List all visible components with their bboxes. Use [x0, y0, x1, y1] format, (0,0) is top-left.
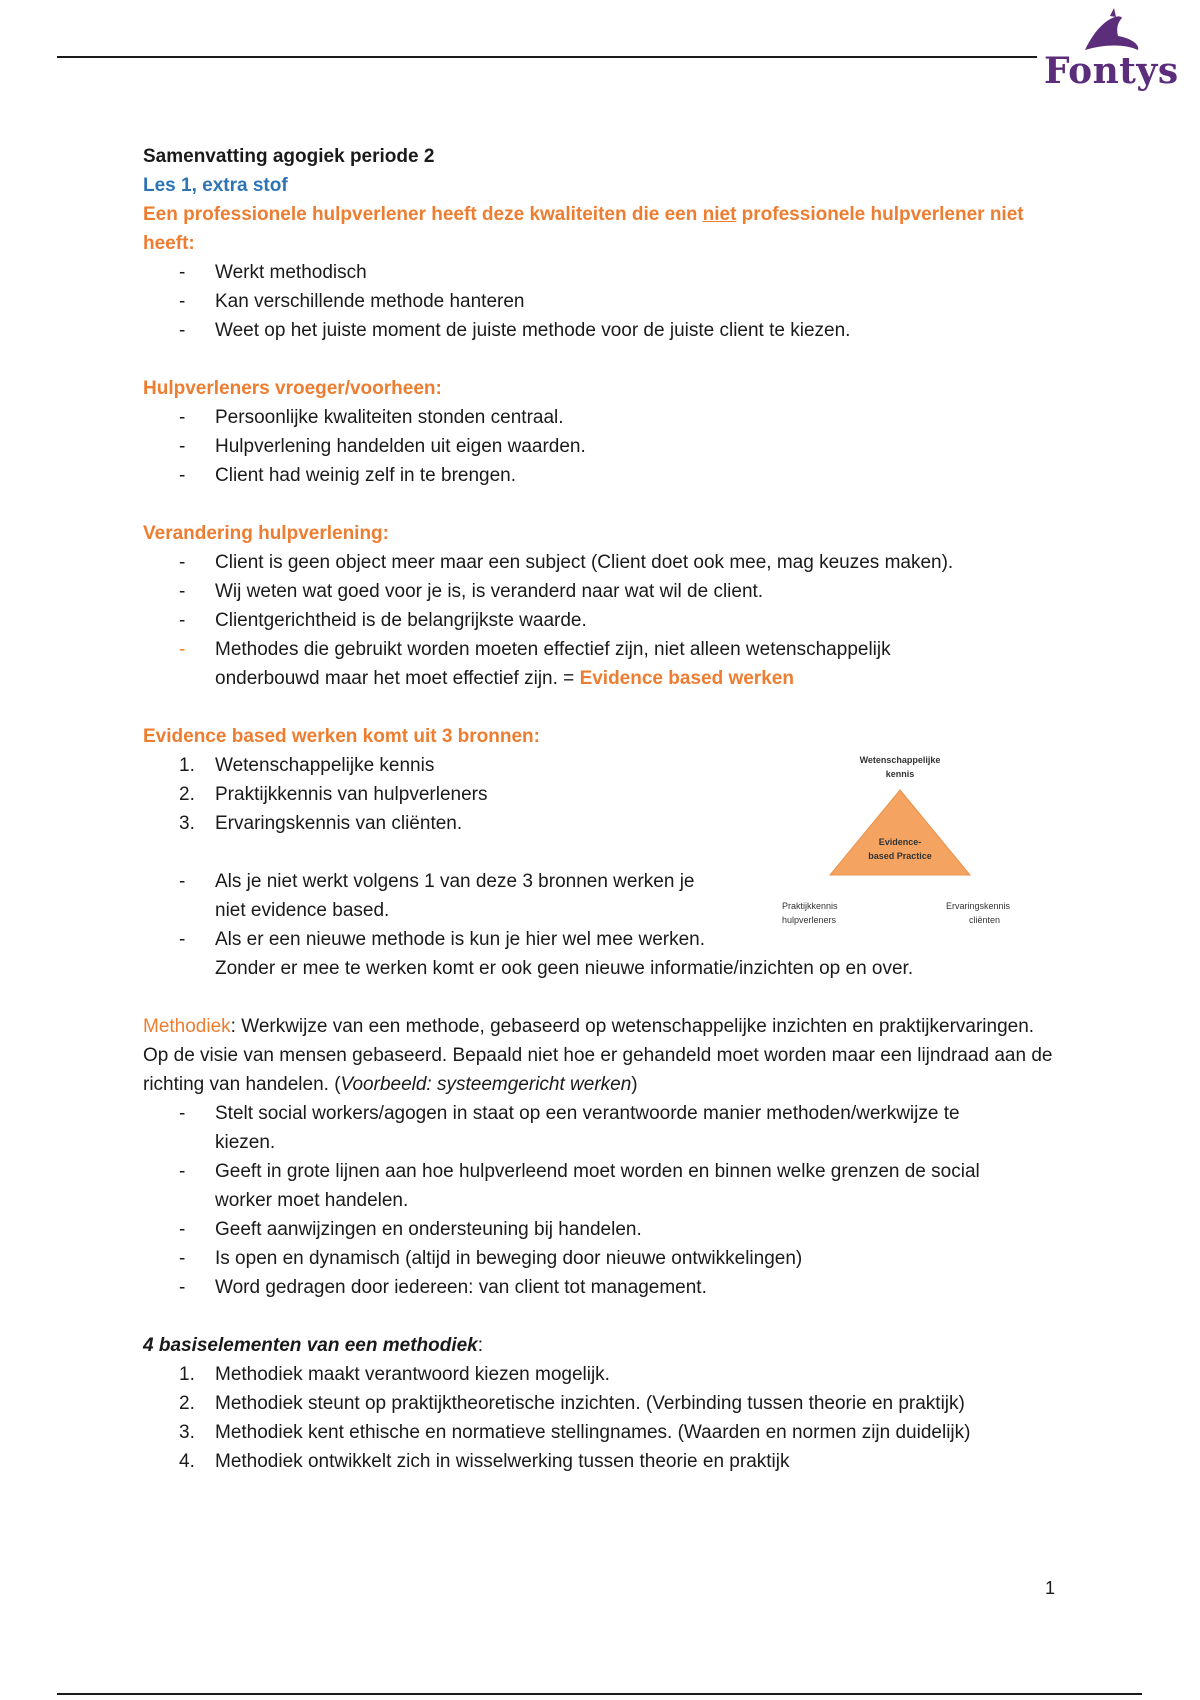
diagram-top-label: Wetenschappelijke	[859, 755, 941, 765]
list-item: - Methodes die gebruikt worden moeten effectief zijn, niet alleen wetenschappelijk onderbouwd maar het moet effectief zijn. = Evidence based werken	[143, 635, 1063, 693]
list-item: - Client is geen object meer maar een subject (Client doet ook mee, mag keuzes maken).	[143, 548, 1063, 577]
intro-heading: Een professionele hulpverlener heeft deze kwaliteiten die een niet professionele hulpverlener niet heeft:	[143, 204, 1024, 254]
logo-text: Fontys	[1044, 50, 1179, 92]
list-item: 3. Methodiek kent ethische en normatieve stellingnames. (Waarden en normen zijn duidelijk)	[179, 1422, 971, 1443]
list-item: - Als er een nieuwe methode is kun je hier wel mee werken. Zonder er mee te werken komt er ook geen nieuwe informatie/inzichten op en over.	[143, 925, 1063, 983]
evidence-highlight: Evidence based werken	[579, 668, 794, 689]
intro-list	[143, 258, 1063, 345]
lesson-heading: Les 1, extra stof	[143, 175, 288, 196]
verandering-heading: Verandering hulpverlening:	[143, 523, 389, 544]
diagram-center-label: based Practice	[868, 851, 932, 861]
list-item: - Werkt methodisch	[143, 258, 1063, 287]
list-item: 2. Praktijkkennis van hulpverleners	[179, 784, 488, 805]
underlined-word: niet	[702, 204, 737, 225]
list-item: - Stelt social workers/agogen in staat op een verantwoorde manier methoden/werkwijze te kiezen.	[143, 1099, 1063, 1157]
page-number: 1	[1045, 1578, 1056, 1598]
diagram-top-label: kennis	[885, 769, 915, 779]
basis-heading: 4 basiselementen van een methodiek:	[143, 1335, 484, 1356]
list-item: - Hulpverlening handelden uit eigen waarden.	[143, 432, 1063, 461]
diagram-left-label: Praktijkkennis	[782, 901, 838, 911]
list-item: - Geeft aanwijzingen en ondersteuning bij handelen.	[143, 1215, 1063, 1244]
list-item: - Client had weinig zelf in te brengen.	[143, 461, 1063, 490]
basis-list	[143, 1360, 1063, 1476]
list-item: 1. Methodiek maakt verantwoord kiezen mogelijk.	[179, 1364, 610, 1385]
list-item: 4. Methodiek ontwikkelt zich in wisselwerking tussen theorie en praktijk	[179, 1451, 790, 1472]
vroeger-heading: Hulpverleners vroeger/voorheen:	[143, 378, 442, 399]
list-item: - Persoonlijke kwaliteiten stonden centraal.	[143, 403, 1063, 432]
list-item: - Kan verschillende methode hanteren	[143, 287, 1063, 316]
diagram-right-label: Ervaringskennis	[945, 901, 1010, 911]
list-item: - Wij weten wat goed voor je is, is veranderd naar wat wil de client.	[143, 577, 1063, 606]
list-item: - Als je niet werkt volgens 1 van deze 3 bronnen werken je niet evidence based.	[143, 867, 1063, 925]
methodiek-definition: Methodiek: Werkwijze van een methode, gebaseerd op wetenschappelijke inzichten en praktijkervaringen. Op de visie van mensen gebaseerd. Bepaald niet hoe er gehandeld moet worden maar een lijndraad aan de richting van handelen. (Voorbeeld: systeemgericht werken)	[143, 1016, 1053, 1095]
verandering-list	[143, 548, 1063, 693]
list-item: - Is open en dynamisch (altijd in beweging door nieuwe ontwikkelingen)	[143, 1244, 1063, 1273]
methodiek-list	[143, 1099, 1063, 1302]
evidence-triangle-diagram	[770, 735, 1020, 935]
list-item: - Geeft in grote lijnen aan hoe hulpverleend moet worden en binnen welke grenzen de social worker moet handelen.	[143, 1157, 1063, 1215]
list-item: - Word gedragen door iedereen: van client tot management.	[143, 1273, 1063, 1302]
list-item: 3. Ervaringskennis van cliënten.	[179, 813, 463, 834]
list-item: - Weet op het juiste moment de juiste methode voor de juiste client te kiezen.	[143, 316, 1063, 345]
diagram-center-label: Evidence-	[878, 837, 922, 847]
diagram-left-label: hulpverleners	[782, 915, 837, 925]
triangle-shape	[830, 790, 970, 875]
header-rule	[57, 56, 1037, 58]
list-item: 1. Wetenschappelijke kennis	[179, 755, 435, 776]
vroeger-list	[143, 403, 1063, 490]
list-item: 2. Methodiek steunt op praktijktheoretische inzichten. (Verbinding tussen theorie en praktijk)	[179, 1393, 965, 1414]
logo-swoosh-icon	[1085, 16, 1138, 50]
footer-rule	[57, 1693, 1142, 1695]
document-title: Samenvatting agogiek periode 2	[143, 146, 435, 167]
evidence-heading: Evidence based werken komt uit 3 bronnen:	[143, 726, 540, 747]
methodiek-term: Methodiek	[143, 1016, 231, 1037]
diagram-right-label: cliënten	[968, 915, 1000, 925]
list-item: - Clientgerichtheid is de belangrijkste waarde.	[143, 606, 1063, 635]
